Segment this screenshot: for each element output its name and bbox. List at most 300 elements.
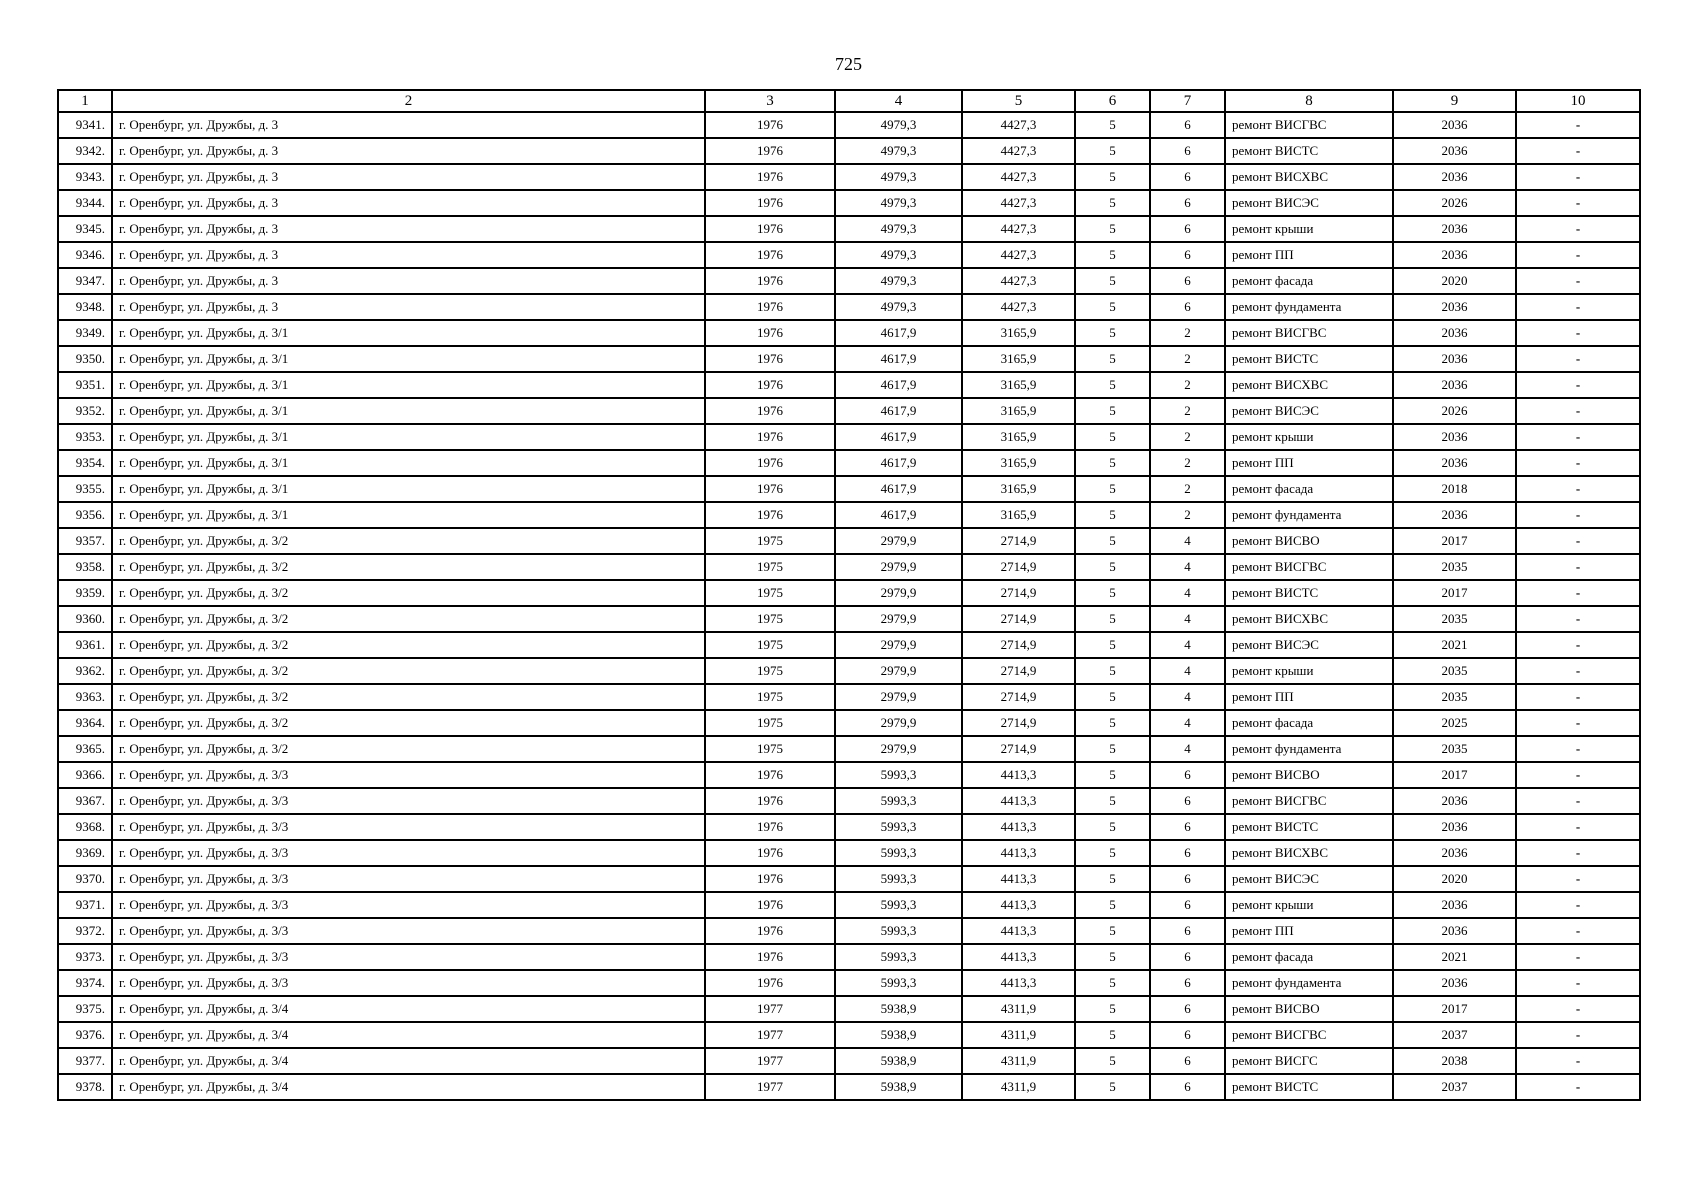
floors-cell: 5: [1075, 294, 1150, 320]
total-area-cell: 2979,9: [835, 632, 962, 658]
living-area-cell: 4311,9: [962, 1022, 1075, 1048]
note-cell: -: [1516, 840, 1640, 866]
year-built-cell: 1976: [705, 372, 835, 398]
row-number-cell: 9349.: [58, 320, 112, 346]
entrances-cell: 2: [1150, 502, 1225, 528]
table-row: [58, 970, 1640, 996]
floors-cell: 5: [1075, 320, 1150, 346]
entrances-cell: 6: [1150, 216, 1225, 242]
year-built-cell: 1977: [705, 1022, 835, 1048]
work-type-cell: ремонт ПП: [1225, 684, 1393, 710]
living-area-cell: 4311,9: [962, 996, 1075, 1022]
row-number-cell: 9360.: [58, 606, 112, 632]
row-number-cell: 9347.: [58, 268, 112, 294]
address-cell: г. Оренбург, ул. Дружбы, д. 3: [112, 164, 705, 190]
table-row: [58, 190, 1640, 216]
address-cell: г. Оренбург, ул. Дружбы, д. 3/1: [112, 372, 705, 398]
work-type-cell: ремонт ВИСГВС: [1225, 112, 1393, 138]
entrances-cell: 4: [1150, 606, 1225, 632]
note-cell: -: [1516, 996, 1640, 1022]
repair-year-cell: 2021: [1393, 632, 1516, 658]
note-cell: -: [1516, 866, 1640, 892]
entrances-cell: 2: [1150, 346, 1225, 372]
year-built-cell: 1976: [705, 970, 835, 996]
column-header: 8: [1225, 90, 1393, 112]
repair-year-cell: 2017: [1393, 528, 1516, 554]
address-cell: г. Оренбург, ул. Дружбы, д. 3/1: [112, 320, 705, 346]
table-row: [58, 450, 1640, 476]
floors-cell: 5: [1075, 502, 1150, 528]
living-area-cell: 2714,9: [962, 710, 1075, 736]
address-cell: г. Оренбург, ул. Дружбы, д. 3/2: [112, 554, 705, 580]
table-row: [58, 658, 1640, 684]
entrances-cell: 2: [1150, 398, 1225, 424]
work-type-cell: ремонт ВИСГС: [1225, 1048, 1393, 1074]
address-cell: г. Оренбург, ул. Дружбы, д. 3/1: [112, 450, 705, 476]
row-number-cell: 9366.: [58, 762, 112, 788]
address-cell: г. Оренбург, ул. Дружбы, д. 3/1: [112, 502, 705, 528]
living-area-cell: 2714,9: [962, 632, 1075, 658]
total-area-cell: 5938,9: [835, 1048, 962, 1074]
table-body: [58, 112, 1640, 1100]
table-row: [58, 138, 1640, 164]
total-area-cell: 4617,9: [835, 476, 962, 502]
row-number-cell: 9363.: [58, 684, 112, 710]
total-area-cell: 4979,3: [835, 164, 962, 190]
floors-cell: 5: [1075, 814, 1150, 840]
row-number-cell: 9346.: [58, 242, 112, 268]
address-cell: г. Оренбург, ул. Дружбы, д. 3/1: [112, 346, 705, 372]
living-area-cell: 4413,3: [962, 840, 1075, 866]
entrances-cell: 2: [1150, 372, 1225, 398]
address-cell: г. Оренбург, ул. Дружбы, д. 3/4: [112, 1022, 705, 1048]
note-cell: -: [1516, 398, 1640, 424]
floors-cell: 5: [1075, 1074, 1150, 1100]
entrances-cell: 6: [1150, 944, 1225, 970]
repair-year-cell: 2037: [1393, 1022, 1516, 1048]
floors-cell: 5: [1075, 476, 1150, 502]
total-area-cell: 5938,9: [835, 996, 962, 1022]
floors-cell: 5: [1075, 840, 1150, 866]
year-built-cell: 1975: [705, 710, 835, 736]
note-cell: -: [1516, 658, 1640, 684]
table-row: [58, 1074, 1640, 1100]
floors-cell: 5: [1075, 970, 1150, 996]
entrances-cell: 4: [1150, 554, 1225, 580]
column-header: 1: [58, 90, 112, 112]
column-header: 2: [112, 90, 705, 112]
address-cell: г. Оренбург, ул. Дружбы, д. 3/3: [112, 892, 705, 918]
year-built-cell: 1976: [705, 814, 835, 840]
work-type-cell: ремонт ВИСЭС: [1225, 190, 1393, 216]
row-number-cell: 9376.: [58, 1022, 112, 1048]
repair-year-cell: 2036: [1393, 112, 1516, 138]
row-number-cell: 9355.: [58, 476, 112, 502]
work-type-cell: ремонт ВИСВО: [1225, 996, 1393, 1022]
entrances-cell: 6: [1150, 1074, 1225, 1100]
floors-cell: 5: [1075, 1048, 1150, 1074]
row-number-cell: 9354.: [58, 450, 112, 476]
entrances-cell: 6: [1150, 164, 1225, 190]
entrances-cell: 2: [1150, 450, 1225, 476]
total-area-cell: 4979,3: [835, 216, 962, 242]
entrances-cell: 6: [1150, 866, 1225, 892]
floors-cell: 5: [1075, 190, 1150, 216]
note-cell: -: [1516, 346, 1640, 372]
row-number-cell: 9367.: [58, 788, 112, 814]
table-row: [58, 788, 1640, 814]
table-row: [58, 242, 1640, 268]
repair-year-cell: 2025: [1393, 710, 1516, 736]
note-cell: -: [1516, 970, 1640, 996]
address-cell: г. Оренбург, ул. Дружбы, д. 3/3: [112, 970, 705, 996]
year-built-cell: 1976: [705, 866, 835, 892]
total-area-cell: 5938,9: [835, 1074, 962, 1100]
table-row: [58, 112, 1640, 138]
year-built-cell: 1976: [705, 268, 835, 294]
table-row: [58, 840, 1640, 866]
year-built-cell: 1976: [705, 294, 835, 320]
floors-cell: 5: [1075, 710, 1150, 736]
row-number-cell: 9341.: [58, 112, 112, 138]
work-type-cell: ремонт ВИСВО: [1225, 762, 1393, 788]
note-cell: -: [1516, 450, 1640, 476]
table-row: [58, 866, 1640, 892]
total-area-cell: 4617,9: [835, 398, 962, 424]
address-cell: г. Оренбург, ул. Дружбы, д. 3/2: [112, 580, 705, 606]
note-cell: -: [1516, 684, 1640, 710]
year-built-cell: 1976: [705, 476, 835, 502]
floors-cell: 5: [1075, 398, 1150, 424]
row-number-cell: 9350.: [58, 346, 112, 372]
note-cell: -: [1516, 788, 1640, 814]
address-cell: г. Оренбург, ул. Дружбы, д. 3/3: [112, 762, 705, 788]
repair-year-cell: 2036: [1393, 216, 1516, 242]
entrances-cell: 2: [1150, 476, 1225, 502]
note-cell: -: [1516, 762, 1640, 788]
repair-year-cell: 2036: [1393, 346, 1516, 372]
living-area-cell: 3165,9: [962, 502, 1075, 528]
entrances-cell: 2: [1150, 320, 1225, 346]
note-cell: -: [1516, 814, 1640, 840]
total-area-cell: 4617,9: [835, 450, 962, 476]
address-cell: г. Оренбург, ул. Дружбы, д. 3/1: [112, 398, 705, 424]
table-row: [58, 944, 1640, 970]
floors-cell: 5: [1075, 658, 1150, 684]
work-type-cell: ремонт крыши: [1225, 216, 1393, 242]
repair-year-cell: 2037: [1393, 1074, 1516, 1100]
entrances-cell: 6: [1150, 814, 1225, 840]
repair-year-cell: 2035: [1393, 658, 1516, 684]
entrances-cell: 6: [1150, 1048, 1225, 1074]
total-area-cell: 2979,9: [835, 684, 962, 710]
note-cell: -: [1516, 892, 1640, 918]
repair-year-cell: 2020: [1393, 268, 1516, 294]
row-number-cell: 9362.: [58, 658, 112, 684]
total-area-cell: 4617,9: [835, 502, 962, 528]
repair-year-cell: 2036: [1393, 138, 1516, 164]
table-row: [58, 736, 1640, 762]
total-area-cell: 4979,3: [835, 242, 962, 268]
row-number-cell: 9373.: [58, 944, 112, 970]
repair-year-cell: 2036: [1393, 320, 1516, 346]
address-cell: г. Оренбург, ул. Дружбы, д. 3/3: [112, 944, 705, 970]
table-row: [58, 320, 1640, 346]
year-built-cell: 1977: [705, 996, 835, 1022]
repair-year-cell: 2036: [1393, 242, 1516, 268]
living-area-cell: 4427,3: [962, 190, 1075, 216]
note-cell: -: [1516, 502, 1640, 528]
work-type-cell: ремонт крыши: [1225, 658, 1393, 684]
table-row: [58, 476, 1640, 502]
year-built-cell: 1975: [705, 528, 835, 554]
repair-year-cell: 2036: [1393, 970, 1516, 996]
living-area-cell: 4413,3: [962, 918, 1075, 944]
address-cell: г. Оренбург, ул. Дружбы, д. 3/2: [112, 606, 705, 632]
repair-year-cell: 2036: [1393, 788, 1516, 814]
work-type-cell: ремонт ВИСГВС: [1225, 1022, 1393, 1048]
note-cell: -: [1516, 632, 1640, 658]
repair-year-cell: 2036: [1393, 450, 1516, 476]
floors-cell: 5: [1075, 164, 1150, 190]
row-number-cell: 9359.: [58, 580, 112, 606]
entrances-cell: 4: [1150, 710, 1225, 736]
repair-schedule-table: [57, 89, 1641, 1101]
entrances-cell: 6: [1150, 788, 1225, 814]
total-area-cell: 2979,9: [835, 658, 962, 684]
work-type-cell: ремонт крыши: [1225, 892, 1393, 918]
row-number-cell: 9343.: [58, 164, 112, 190]
work-type-cell: ремонт ВИСТС: [1225, 814, 1393, 840]
living-area-cell: 3165,9: [962, 424, 1075, 450]
row-number-cell: 9371.: [58, 892, 112, 918]
living-area-cell: 4427,3: [962, 112, 1075, 138]
living-area-cell: 2714,9: [962, 554, 1075, 580]
work-type-cell: ремонт ВИСГВС: [1225, 788, 1393, 814]
living-area-cell: 4427,3: [962, 242, 1075, 268]
total-area-cell: 5993,3: [835, 892, 962, 918]
year-built-cell: 1976: [705, 164, 835, 190]
living-area-cell: 4311,9: [962, 1048, 1075, 1074]
repair-year-cell: 2035: [1393, 736, 1516, 762]
entrances-cell: 4: [1150, 632, 1225, 658]
year-built-cell: 1975: [705, 580, 835, 606]
address-cell: г. Оренбург, ул. Дружбы, д. 3/4: [112, 996, 705, 1022]
address-cell: г. Оренбург, ул. Дружбы, д. 3: [112, 242, 705, 268]
row-number-cell: 9377.: [58, 1048, 112, 1074]
living-area-cell: 4413,3: [962, 814, 1075, 840]
living-area-cell: 4413,3: [962, 788, 1075, 814]
floors-cell: 5: [1075, 892, 1150, 918]
entrances-cell: 6: [1150, 762, 1225, 788]
repair-year-cell: 2036: [1393, 502, 1516, 528]
table-row: [58, 164, 1640, 190]
note-cell: -: [1516, 320, 1640, 346]
address-cell: г. Оренбург, ул. Дружбы, д. 3: [112, 294, 705, 320]
entrances-cell: 6: [1150, 112, 1225, 138]
year-built-cell: 1975: [705, 658, 835, 684]
work-type-cell: ремонт ВИСХВС: [1225, 840, 1393, 866]
entrances-cell: 6: [1150, 190, 1225, 216]
repair-year-cell: 2017: [1393, 762, 1516, 788]
year-built-cell: 1976: [705, 190, 835, 216]
total-area-cell: 5993,3: [835, 918, 962, 944]
address-cell: г. Оренбург, ул. Дружбы, д. 3: [112, 216, 705, 242]
column-header: 7: [1150, 90, 1225, 112]
floors-cell: 5: [1075, 736, 1150, 762]
note-cell: -: [1516, 476, 1640, 502]
floors-cell: 5: [1075, 918, 1150, 944]
row-number-cell: 9378.: [58, 1074, 112, 1100]
floors-cell: 5: [1075, 632, 1150, 658]
work-type-cell: ремонт ВИСТС: [1225, 138, 1393, 164]
entrances-cell: 6: [1150, 892, 1225, 918]
address-cell: г. Оренбург, ул. Дружбы, д. 3/2: [112, 684, 705, 710]
table-row: [58, 1048, 1640, 1074]
entrances-cell: 6: [1150, 268, 1225, 294]
entrances-cell: 2: [1150, 424, 1225, 450]
table-row: [58, 554, 1640, 580]
note-cell: -: [1516, 216, 1640, 242]
floors-cell: 5: [1075, 580, 1150, 606]
table-row: [58, 398, 1640, 424]
address-cell: г. Оренбург, ул. Дружбы, д. 3: [112, 190, 705, 216]
repair-year-cell: 2036: [1393, 892, 1516, 918]
table-row: [58, 424, 1640, 450]
year-built-cell: 1976: [705, 216, 835, 242]
note-cell: -: [1516, 1074, 1640, 1100]
living-area-cell: 4413,3: [962, 970, 1075, 996]
entrances-cell: 6: [1150, 242, 1225, 268]
repair-year-cell: 2026: [1393, 190, 1516, 216]
table-row: [58, 294, 1640, 320]
work-type-cell: ремонт ВИСЭС: [1225, 866, 1393, 892]
work-type-cell: ремонт ВИСГВС: [1225, 554, 1393, 580]
total-area-cell: 5938,9: [835, 1022, 962, 1048]
entrances-cell: 6: [1150, 294, 1225, 320]
table-row: [58, 580, 1640, 606]
floors-cell: 5: [1075, 424, 1150, 450]
repair-year-cell: 2036: [1393, 814, 1516, 840]
repair-year-cell: 2018: [1393, 476, 1516, 502]
living-area-cell: 4427,3: [962, 216, 1075, 242]
floors-cell: 5: [1075, 112, 1150, 138]
address-cell: г. Оренбург, ул. Дружбы, д. 3/4: [112, 1074, 705, 1100]
year-built-cell: 1976: [705, 138, 835, 164]
entrances-cell: 6: [1150, 970, 1225, 996]
work-type-cell: ремонт ВИСХВС: [1225, 606, 1393, 632]
row-number-cell: 9361.: [58, 632, 112, 658]
row-number-cell: 9353.: [58, 424, 112, 450]
total-area-cell: 2979,9: [835, 554, 962, 580]
year-built-cell: 1975: [705, 606, 835, 632]
total-area-cell: 4617,9: [835, 424, 962, 450]
entrances-cell: 4: [1150, 658, 1225, 684]
repair-year-cell: 2017: [1393, 996, 1516, 1022]
table-row: [58, 710, 1640, 736]
total-area-cell: 5993,3: [835, 814, 962, 840]
note-cell: -: [1516, 1022, 1640, 1048]
total-area-cell: 5993,3: [835, 970, 962, 996]
address-cell: г. Оренбург, ул. Дружбы, д. 3/2: [112, 528, 705, 554]
row-number-cell: 9351.: [58, 372, 112, 398]
column-header: 10: [1516, 90, 1640, 112]
note-cell: -: [1516, 580, 1640, 606]
table-row: [58, 632, 1640, 658]
total-area-cell: 2979,9: [835, 580, 962, 606]
living-area-cell: 4427,3: [962, 268, 1075, 294]
living-area-cell: 4413,3: [962, 944, 1075, 970]
column-header: 5: [962, 90, 1075, 112]
living-area-cell: 3165,9: [962, 372, 1075, 398]
floors-cell: 5: [1075, 346, 1150, 372]
work-type-cell: ремонт ВИСХВС: [1225, 164, 1393, 190]
note-cell: -: [1516, 268, 1640, 294]
address-cell: г. Оренбург, ул. Дружбы, д. 3/4: [112, 1048, 705, 1074]
work-type-cell: ремонт фундамента: [1225, 970, 1393, 996]
note-cell: -: [1516, 1048, 1640, 1074]
total-area-cell: 4979,3: [835, 190, 962, 216]
living-area-cell: 3165,9: [962, 346, 1075, 372]
year-built-cell: 1977: [705, 1074, 835, 1100]
work-type-cell: ремонт ВИСГВС: [1225, 320, 1393, 346]
repair-year-cell: 2036: [1393, 294, 1516, 320]
note-cell: -: [1516, 710, 1640, 736]
year-built-cell: 1976: [705, 502, 835, 528]
repair-year-cell: 2036: [1393, 424, 1516, 450]
row-number-cell: 9358.: [58, 554, 112, 580]
row-number-cell: 9345.: [58, 216, 112, 242]
year-built-cell: 1976: [705, 242, 835, 268]
floors-cell: 5: [1075, 138, 1150, 164]
repair-year-cell: 2038: [1393, 1048, 1516, 1074]
table-row: [58, 684, 1640, 710]
living-area-cell: 4413,3: [962, 866, 1075, 892]
address-cell: г. Оренбург, ул. Дружбы, д. 3: [112, 268, 705, 294]
entrances-cell: 6: [1150, 918, 1225, 944]
repair-year-cell: 2035: [1393, 554, 1516, 580]
entrances-cell: 4: [1150, 528, 1225, 554]
entrances-cell: 6: [1150, 138, 1225, 164]
repair-year-cell: 2017: [1393, 580, 1516, 606]
note-cell: -: [1516, 944, 1640, 970]
year-built-cell: 1976: [705, 450, 835, 476]
year-built-cell: 1975: [705, 736, 835, 762]
entrances-cell: 6: [1150, 996, 1225, 1022]
table-row: [58, 502, 1640, 528]
note-cell: -: [1516, 424, 1640, 450]
repair-year-cell: 2036: [1393, 164, 1516, 190]
row-number-cell: 9369.: [58, 840, 112, 866]
entrances-cell: 4: [1150, 580, 1225, 606]
year-built-cell: 1976: [705, 320, 835, 346]
total-area-cell: 4979,3: [835, 294, 962, 320]
table-row: [58, 346, 1640, 372]
entrances-cell: 4: [1150, 684, 1225, 710]
entrances-cell: 4: [1150, 736, 1225, 762]
row-number-cell: 9368.: [58, 814, 112, 840]
row-number-cell: 9356.: [58, 502, 112, 528]
address-cell: г. Оренбург, ул. Дружбы, д. 3/3: [112, 814, 705, 840]
note-cell: -: [1516, 736, 1640, 762]
work-type-cell: ремонт фундамента: [1225, 294, 1393, 320]
year-built-cell: 1976: [705, 112, 835, 138]
column-header: 9: [1393, 90, 1516, 112]
total-area-cell: 4979,3: [835, 112, 962, 138]
total-area-cell: 4979,3: [835, 268, 962, 294]
year-built-cell: 1975: [705, 684, 835, 710]
address-cell: г. Оренбург, ул. Дружбы, д. 3/2: [112, 632, 705, 658]
